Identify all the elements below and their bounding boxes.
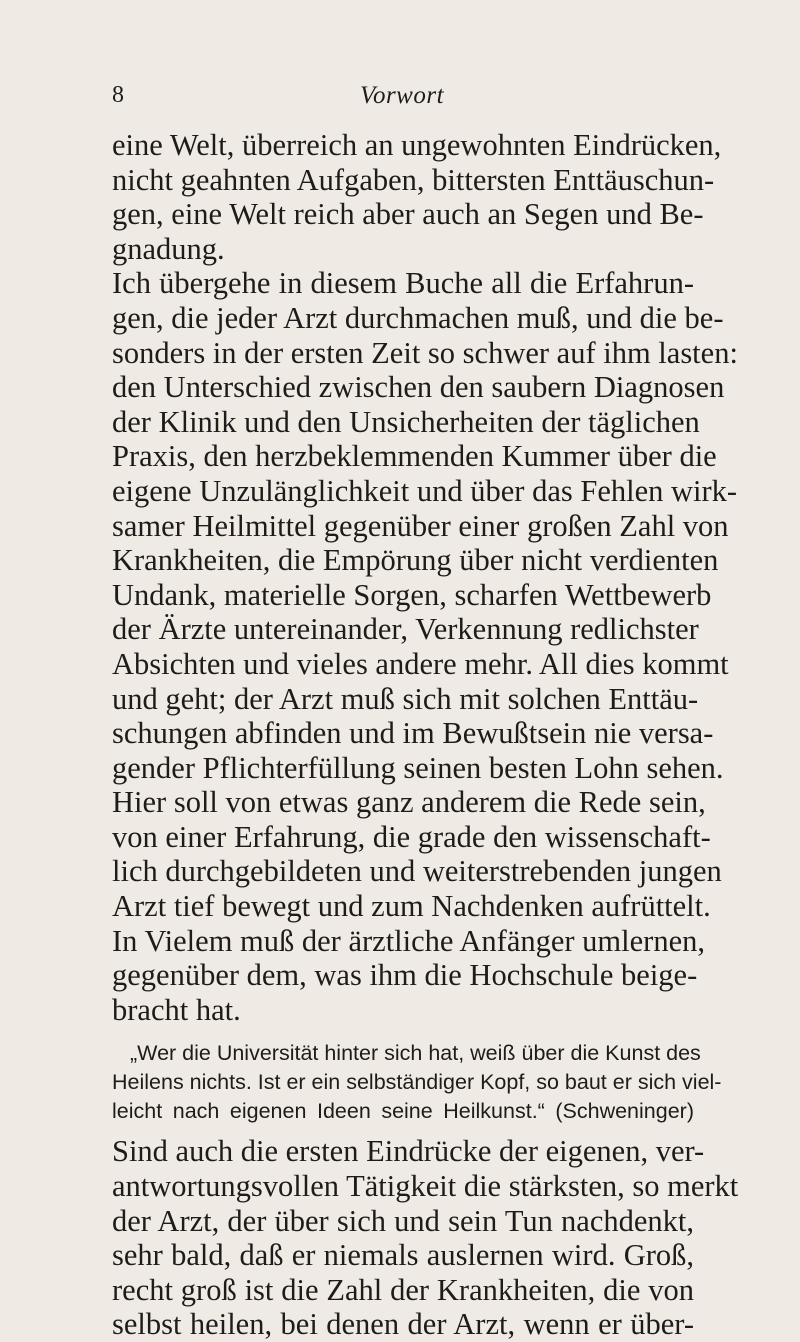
body-text	[112, 128, 739, 1342]
text-line: der Klinik und den Unsicherheiten der täglichen	[112, 404, 700, 439]
quote-line: leicht nach eigenen Ideen seine Heilkunst.“ (Schweninger)	[112, 1099, 694, 1124]
text-line: der Ärzte untereinander, Verkennung redlichster	[112, 612, 699, 647]
text-line: bracht hat.	[112, 992, 241, 1027]
text-line: recht groß ist die Zahl der Krankheiten, die von	[112, 1272, 694, 1307]
text-line: Arzt tief bewegt und zum Nachdenken aufrüttelt.	[112, 889, 711, 924]
text-line: Ich übergehe in diesem Buche all die Erfahrun-	[112, 266, 694, 301]
text-line: den Unterschied zwischen den saubern Diagnosen	[112, 370, 725, 405]
text-line: nicht geahnten Aufgaben, bittersten Enttäuschun-	[112, 162, 715, 197]
text-line: In Vielem muß der ärztliche Anfänger umlernen,	[112, 923, 705, 958]
text-line: eigene Unzulänglichkeit und über das Fehlen wirk-	[112, 473, 738, 508]
text-line: Praxis, den herzbeklemmenden Kummer über die	[112, 439, 717, 474]
text-line: gen, die jeder Arzt durchmachen muß, und die be-	[112, 300, 724, 335]
text-line: samer Heilmittel gegenüber einer großen Zahl von	[112, 508, 729, 543]
quote-line: „Wer die Universität hinter sich hat, weiß über die Kunst des	[130, 1041, 701, 1066]
text-line: der Arzt, der über sich und sein Tun nachdenkt,	[112, 1203, 694, 1238]
text-line: Krankheiten, die Empörung über nicht verdienten	[112, 543, 719, 578]
text-line: Sind auch die ersten Eindrücke der eigenen, ver-	[112, 1134, 705, 1169]
text-line: Absichten und vieles andere mehr. All dies kommt	[112, 646, 729, 681]
text-line: gegenüber dem, was ihm die Hochschule beige-	[112, 958, 698, 993]
page-number: 8	[112, 82, 124, 108]
text-line: gender Pflichterfüllung seinen besten Lohn sehen.	[112, 750, 724, 785]
text-line: von einer Erfahrung, die grade den wissenschaft-	[112, 819, 711, 854]
paragraph	[112, 128, 722, 266]
text-line: gen, eine Welt reich aber auch an Segen und Be-	[112, 197, 704, 232]
paragraph	[112, 785, 722, 1027]
quote-line: Heilens nichts. Ist er ein selbständiger Kopf, so baut er sich viel-	[112, 1070, 722, 1095]
text-line: sonders in der ersten Zeit so schwer auf ihm lasten:	[112, 335, 738, 370]
paragraph	[112, 1134, 739, 1342]
text-line: Undank, materielle Sorgen, scharfen Wettbewerb	[112, 577, 712, 612]
text-line: selbst heilen, bei denen der Arzt, wenn er über-	[112, 1307, 694, 1342]
block-quote	[112, 1039, 722, 1126]
text-line: lich durchgebildeten und weiterstrebenden jungen	[112, 854, 722, 889]
text-line: und geht; der Arzt muß sich mit solchen Enttäu-	[112, 681, 699, 716]
text-line: eine Welt, überreich an ungewohnten Eindrücken,	[112, 128, 722, 162]
page-header	[112, 80, 692, 120]
text-line: gnadung.	[112, 231, 225, 266]
text-line: sehr bald, daß er niemals auslernen wird. Groß,	[112, 1238, 694, 1273]
text-line: antwortungsvollen Tätigkeit die stärksten, so merkt	[112, 1169, 739, 1204]
text-line: schungen abfinden und im Bewußtsein nie versa-	[112, 716, 714, 751]
text-line: Hier soll von etwas ganz anderem die Rede sein,	[112, 785, 706, 820]
running-head: Vorwort	[359, 82, 445, 109]
paragraph	[112, 266, 738, 785]
